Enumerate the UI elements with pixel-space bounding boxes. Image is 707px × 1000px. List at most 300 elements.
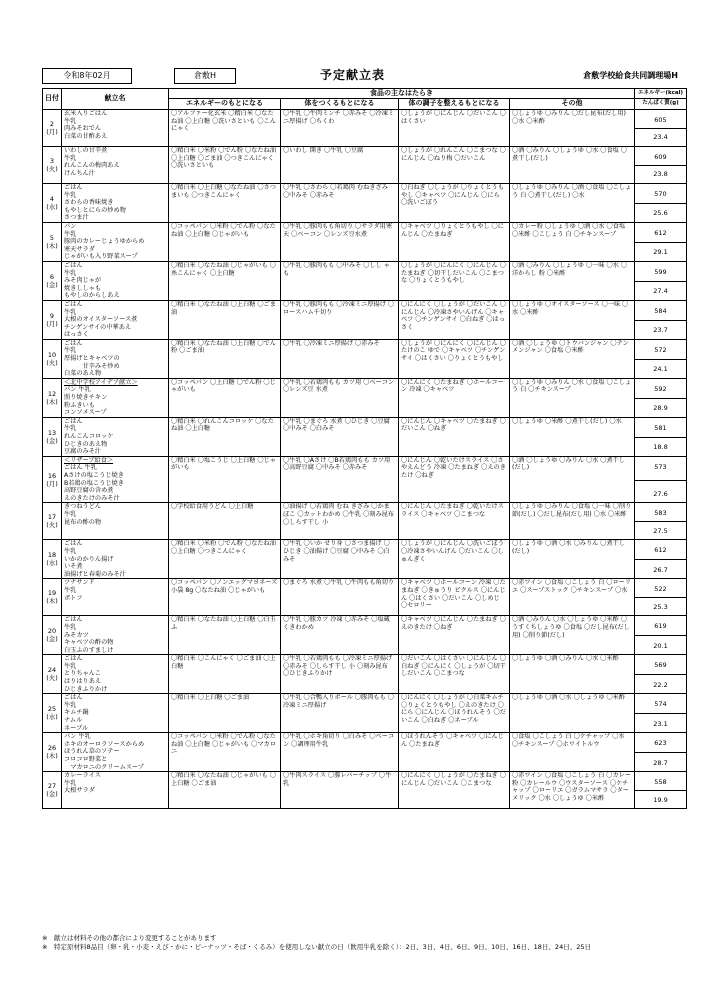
- menu-line: 牛乳: [64, 701, 77, 709]
- body-foods: 〇牛乳 〇豚肉もも 〇冷凍ミニ厚揚げ 〇ロースハム千切り: [281, 300, 399, 339]
- other-foods: 〇酒 〇みりん 〇しょうゆ 〇一味 〇水 〇洋からし 粉 〇米酢: [510, 261, 635, 300]
- other-foods: 〇しょうゆ 〇米酢 〇煮干し(だし) 〇水: [510, 417, 635, 456]
- body-foods: 〇牛乳 〇若鶏肉もも カツ用 〇ベーコン 〇レンズ豆 水煮: [281, 378, 399, 417]
- energy-foods: 〇精白米 〇なたね油 〇じゃがいも 〇糸こんにゃく 〇上白糖: [169, 261, 281, 300]
- day-number: 16: [47, 471, 57, 480]
- nutrition-cell: [635, 772, 687, 809]
- menu-line: けんちん汁: [64, 169, 95, 177]
- menu-line: キャベツの酢の物: [64, 639, 114, 647]
- menu-line: チンゲンサイの中華あえ: [64, 323, 132, 331]
- energy-value: 573: [654, 462, 667, 471]
- menu-line: コンソメスープ: [64, 409, 107, 417]
- menu-line: ごはん: [64, 300, 83, 308]
- energy-foods: 〇精白米 〇なたね油 〇上白糖 〇白玉ふ: [169, 616, 281, 655]
- table-row: [43, 222, 687, 261]
- nutrition-cell: [635, 503, 687, 540]
- day-number: 24: [47, 666, 57, 675]
- menu-line: ひじきのあえ物: [64, 440, 108, 448]
- menu-cell: [62, 147, 169, 184]
- energy-value: 619: [654, 622, 667, 631]
- day-cell: [43, 110, 62, 147]
- day-number: 27: [47, 782, 57, 791]
- energy-unit-header: エネルギー(kcal): [635, 89, 687, 99]
- menu-line: 牛乳: [64, 662, 77, 670]
- condition-foods: 〇にんにく 〇たまねぎ 〇ホールコーン 冷凍 〇キャベツ: [399, 378, 510, 417]
- menu-line: ネーブル: [64, 724, 89, 732]
- table-row: [43, 184, 687, 223]
- protein-value: 27.6: [653, 489, 668, 498]
- menu-cell: [62, 110, 169, 147]
- day-number: 18: [47, 551, 57, 560]
- note-allergen: ※ 特定原材料8品目（卵・乳・小麦・えび・かに・ピーナッツ・そば・くるみ）を使用しない献立の日（飲用牛乳を除く）：2日、3日、4日、6日、9日、10日、16日、18日、24日、25日: [42, 943, 591, 951]
- weekday: (水): [46, 713, 58, 722]
- menu-line: 大根サラダ: [64, 787, 95, 795]
- weekday: (月): [46, 479, 58, 488]
- weekday: (火): [46, 521, 58, 530]
- protein-value: 28.9: [653, 404, 668, 413]
- body-foods: 〇牛乳 〇Aさけ 〇B若鶏肉もも カツ用 〇高野豆腐 〇中みそ 〇赤みそ: [281, 456, 399, 503]
- menu-line: 牛乳: [64, 117, 77, 125]
- nutrition-cell: [635, 456, 687, 503]
- table-row: [43, 147, 687, 184]
- menu-line: れんこんコロッケ: [64, 433, 114, 440]
- energy-value: 609: [654, 153, 667, 161]
- menu-line: 牛乳: [64, 510, 77, 518]
- menu-cell: [62, 184, 169, 223]
- other-foods: 〇しょうゆ 〇オイスターソース 〇一味 〇水 〇米酢: [510, 300, 635, 339]
- menu-line: ごはん: [64, 694, 83, 702]
- body-foods: 〇いわし 開き 〇牛乳 〇豆腐: [281, 147, 399, 184]
- table-row: [43, 733, 687, 772]
- day-number: 25: [47, 705, 57, 714]
- day-number: 19: [47, 589, 57, 598]
- day-number: 17: [47, 513, 57, 522]
- other-foods: 〇酒 〇みりん 〇水 〇しょうゆ 〇米酢 〇うすくちしょうゆ 〇食塩 〇だし昆布(だし用) 〇削り節(だし): [510, 616, 635, 655]
- weekday: (月): [46, 319, 58, 328]
- menu-line: キムチ鍋: [64, 709, 89, 717]
- other-foods: 〇しょうゆ 〇酒 〇みりん 〇水 〇米酢: [510, 655, 635, 694]
- menu-line: みそカツ: [64, 631, 89, 639]
- table-row: [43, 655, 687, 694]
- day-cell: [43, 378, 62, 417]
- menu-line: 大根のオイスターソース煮: [64, 316, 138, 324]
- table-row: [43, 616, 687, 655]
- note-change: ※ 献立は材料その他の都合により変更することがあります: [42, 934, 217, 942]
- energy-food-header: エネルギーのもとになる: [169, 99, 281, 110]
- condition-foods: 〇にんじん 〇たまねぎ 〇乾いたけスライス 〇キャベツ 〇こまつな: [399, 503, 510, 540]
- table-row: [43, 694, 687, 733]
- other-header: その他: [510, 99, 635, 110]
- energy-value: 612: [654, 228, 667, 237]
- menu-cell: [62, 655, 169, 694]
- menu-line: 牛乳: [64, 586, 77, 594]
- protein-value: 22.2: [653, 680, 668, 689]
- day-cell: [43, 503, 62, 540]
- other-foods: 〇赤ワイン 〇食塩 〇こしょう 白 〇ローリエ 〇スープストック 〇チキンスープ 〇水: [510, 579, 635, 616]
- energy-value: 599: [654, 267, 667, 276]
- protein-value: 18.8: [653, 443, 668, 452]
- energy-value: 522: [654, 585, 667, 594]
- other-foods: 〇しょうゆ 〇みりん 〇だし昆布(だし用) 〇水 〇米酢: [510, 110, 635, 147]
- menu-line: ごはん: [64, 655, 83, 663]
- day-cell: [43, 579, 62, 616]
- menu-line: いわしの甘辛煮: [64, 147, 108, 154]
- menu-cell: [62, 300, 169, 339]
- menu-line: 玄米入りごはん: [64, 110, 108, 117]
- condition-foods: 〇だいこん 〇はくさい 〇にんじん 〇白ねぎ 〇にんにく 〇しょうが 〇切干しだいこん 〇こまつな: [399, 655, 510, 694]
- nutrition-cell: [635, 694, 687, 733]
- condition-foods: 〇ほうれんそう 〇キャベツ 〇にんじん 〇たまねぎ: [399, 733, 510, 772]
- menu-line: 焼きししゃも: [64, 284, 102, 292]
- menu-line: 牛乳: [64, 623, 77, 631]
- energy-value: 605: [654, 116, 667, 124]
- energy-foods: 〇アルファー化玄米 〇精白米 〇なたね油 〇上白糖 〇洗いさといも 〇こんにゃく: [169, 110, 281, 147]
- energy-foods: 〇学校給食用うどん 〇上白糖: [169, 503, 281, 540]
- menu-line: 照り焼きチキン: [64, 394, 108, 402]
- nutrition-cell: [635, 222, 687, 261]
- condition-foods: 〇キャベツ 〇りょくとうもやし 〇にんじん 〇たまねぎ: [399, 222, 510, 261]
- menu-line: さつま汁: [64, 214, 89, 222]
- energy-value: 574: [654, 700, 667, 709]
- menu-line: 肉みそおでん: [64, 125, 102, 133]
- condition-foods: 〇にんにく 〇しょうが 〇たまねぎ 〇にんじん 〇だいこん 〇こまつな: [399, 772, 510, 809]
- menu-line: とりちゃんこ: [64, 670, 102, 678]
- menu-line: ほうれん草のソテー: [64, 748, 120, 756]
- other-foods: 〇赤ワイン 〇食塩 〇こしょう 白 〇カレー粉 〇カレールウ 〇ウスターソース 〇ケチャップ 〇ローリエ 〇ガラムマサラ 〇ターメリック 〇水 〇しょうゆ 〇米酢: [510, 772, 635, 809]
- body-foods: 〇牛乳 〇いか せり身 〇さつま揚げ 〇ひじき 〇油揚げ 〇豆腐 〇中みそ 〇白みそ: [281, 540, 399, 579]
- menu-line: もやしのからしあえ: [64, 292, 120, 300]
- weekday: (火): [46, 358, 58, 367]
- day-number: 2: [49, 120, 55, 128]
- menu-cell: [62, 456, 169, 503]
- menu-line: はりはりあえ: [64, 678, 102, 686]
- energy-foods: 〇精白米 〇こんにゃく 〇ごま油 〇上白糖: [169, 655, 281, 694]
- protein-value: 23.7: [653, 326, 668, 335]
- weekday: (金): [46, 790, 58, 799]
- protein-value: 20.1: [653, 641, 668, 650]
- menu-cell: [62, 339, 169, 378]
- nutrition-cell: [635, 417, 687, 456]
- menu-line: 豚肉のカレーじょうゆからめ: [64, 238, 145, 246]
- weekday: (木): [46, 752, 58, 761]
- menu-line: パン 牛乳: [64, 386, 91, 394]
- menu-line: ごはん: [64, 540, 83, 548]
- condition-foods: 〇しょうが 〇にんにく 〇にんじん 〇たまねぎ 〇切干しだいこん 〇こまつな 〇りょくとうもやし: [399, 261, 510, 300]
- day-cell: [43, 456, 62, 503]
- energy-value: 569: [654, 661, 667, 670]
- protein-value: 27.4: [653, 287, 668, 296]
- body-foods: 〇牛乳 〇牛肉ミンチ 〇赤みそ 〇冷凍ミニ厚揚げ 〇ちくわ: [281, 110, 399, 147]
- body-foods: 〇まぐろ 水煮 〇牛乳 〇牛肉もも角切り: [281, 579, 399, 616]
- menu-line: じゃがいも入り野菜スープ: [64, 253, 138, 261]
- nutrition-cell: [635, 655, 687, 694]
- menu-line: ごはん: [64, 261, 83, 269]
- menu-line: 白菜のあえ物: [64, 370, 102, 378]
- energy-value: 570: [654, 190, 667, 198]
- menu-cell: [62, 579, 169, 616]
- weekday: (金): [46, 280, 58, 289]
- energy-value: 572: [654, 345, 667, 354]
- energy-value: 584: [654, 306, 667, 315]
- menu-line: コロコロ野菜と: [64, 756, 108, 763]
- page-title: 予定献立表: [320, 68, 386, 82]
- day-cell: [43, 616, 62, 655]
- weekday: (水): [46, 559, 58, 568]
- energy-value: 623: [654, 739, 667, 748]
- nutrition-cell: [635, 184, 687, 223]
- body-foods: 〇牛乳 〇豚カツ 冷凍 〇赤みそ 〇塩蔵くきわかめ: [281, 616, 399, 655]
- menu-line: ごはん: [64, 417, 83, 425]
- group-header: 食品の主なはたらき: [169, 89, 635, 99]
- condition-foods: 〇にんじん 〇乾いたけスライス 〇さやえんどう 冷凍 〇たまねぎ 〇えのきたけ 〇ねぎ: [399, 456, 510, 503]
- weekday: (木): [46, 397, 58, 406]
- weekday: (木): [46, 597, 58, 606]
- energy-foods: 〇精白米 〇塩こうじ 〇上白糖 〇じゃがいも: [169, 456, 281, 503]
- energy-foods: 〇精白米 〇上白糖 〇ごま油: [169, 694, 281, 733]
- body-foods: 〇牛乳 〇豚肉もも角切り 〇サラダ用寒天 〇ベーコン 〇レンズ豆水煮: [281, 222, 399, 261]
- day-number: 6: [49, 272, 55, 281]
- menu-line: カレーライス: [64, 772, 101, 780]
- energy-value: 583: [654, 509, 667, 518]
- menu-line: 牛乳: [64, 154, 77, 162]
- other-foods: 〇しょうゆ 〇みりん 〇食塩 〇一味 〇削り節(だし) 〇だし昆布(だし用) 〇水 〇米酢: [510, 503, 635, 540]
- nutrition-cell: [635, 147, 687, 184]
- condition-foods: 〇しょうが 〇にんにく 〇にんじん 〇たけのこ ゆで 〇キャベツ 〇チンゲンサイ 〇はくさい 〇りょくとうもやし: [399, 339, 510, 378]
- body-foods: 〇牛乳 〇豚肉もも 〇中みそ 〇しし ゃも: [281, 261, 399, 300]
- menu-line: 甘辛みそ炒め: [64, 362, 120, 370]
- condition-foods: 〇しょうが 〇にんじん 〇洗いごぼう 〇冷凍さやいんげん 〇だいこん 〇しゅんぎく: [399, 540, 510, 579]
- energy-foods: 〇コッペパン 〇米粉 〇でん粉 〇なたね油 〇上白糖 〇じゃがいも 〇マカロニ: [169, 733, 281, 772]
- condition-foods: 〇にんじん 〇キャベツ 〇たまねぎ 〇だいこん 〇ねぎ: [399, 417, 510, 456]
- day-cell: [43, 772, 62, 809]
- menu-line: 豆腐のみそ汁: [64, 448, 102, 456]
- menu-line: えのきたけのみそ汁: [64, 494, 120, 502]
- date-box: 令和8年02月: [42, 68, 132, 84]
- body-foods: 〇牛乳 〇ホキ角切り 〇白みそ 〇ベーコン 〇調理用牛乳: [281, 733, 399, 772]
- day-number: 4: [49, 194, 55, 203]
- nutrition-cell: [635, 378, 687, 417]
- day-number: 12: [47, 389, 57, 398]
- body-foods: 〇牛肉スライス 〇豚レバーチップ 〇牛乳: [281, 772, 399, 809]
- day-number: 5: [49, 233, 55, 242]
- other-foods: 〇しょうゆ 〇みりん 〇水 〇食塩 〇こしょう 白 〇チキンスープ: [510, 378, 635, 417]
- menu-line: はっさく: [64, 331, 89, 339]
- day-cell: [43, 694, 62, 733]
- table-row: [43, 417, 687, 456]
- table-row: [43, 378, 687, 417]
- energy-value: 558: [654, 778, 667, 787]
- day-number: 13: [47, 428, 57, 437]
- body-foods: 〇牛乳 〇若鶏肉もも 〇冷凍ミニ厚揚げ 〇赤みそ 〇しらす干し 小 〇刻み昆布 〇ひじきふりかけ: [281, 655, 399, 694]
- day-cell: [43, 339, 62, 378]
- other-foods: 〇カレー粉 〇しょうゆ 〇酒 〇水 〇食塩 〇米酢 〇こしょう 白 〇チキンスープ: [510, 222, 635, 261]
- menu-cell: [62, 222, 169, 261]
- energy-foods: 〇精白米 〇上白糖 〇なたね油 〇さつまいも 〇つきこんにゃく: [169, 184, 281, 223]
- menu-cell: [62, 378, 169, 417]
- nutrition-cell: [635, 110, 687, 147]
- menu-line: 粉ふきいも: [64, 401, 95, 409]
- menu-line: 昆布の酢の物: [64, 518, 102, 526]
- other-foods: 〇しょうゆ 〇みりん 〇酒 〇食塩 〇こしょう 白 〇煮干し(だし) 〇水: [510, 184, 635, 223]
- menu-cell: [62, 694, 169, 733]
- menu-line: パン 牛乳: [64, 733, 91, 741]
- menu-line: ごはん 牛乳: [64, 464, 97, 472]
- day-number: 3: [49, 157, 55, 165]
- menu-line: もやしとにらの炒め物: [64, 206, 126, 214]
- nutrition-cell: [635, 733, 687, 772]
- center-name: 倉敷学校給食共同調理場H: [583, 71, 678, 80]
- menu-line: いかのかりん揚げ: [64, 555, 114, 563]
- menu-cell: [62, 772, 169, 809]
- energy-foods: 〇精白米 〇米粉 〇でん粉 〇なたね油 〇上白糖 〇ごま油 〇つきこんにゃく 〇洗いさといも: [169, 147, 281, 184]
- energy-foods: 〇コッペパン 〇ノンエッグマヨネーズ小袋 8g 〇なたね油 〇じゃがいも: [169, 579, 281, 616]
- day-cell: [43, 417, 62, 456]
- table-row: [43, 579, 687, 616]
- menu-line: Aさけの塩こうじ焼き: [64, 471, 124, 479]
- energy-foods: 〇コッペパン 〇米粉 〇でん粉 〇なたね油 〇上白糖 〇じゃがいも: [169, 222, 281, 261]
- table-row: [43, 339, 687, 378]
- menu-cell: [62, 540, 169, 579]
- energy-value: 592: [654, 384, 667, 393]
- menu-line: 油揚げと春菊のみそ汁: [64, 570, 126, 578]
- day-cell: [43, 540, 62, 579]
- protein-value: 19.9: [653, 795, 668, 804]
- day-cell: [43, 184, 62, 223]
- category-box: 倉敷H: [174, 68, 236, 84]
- body-foods: 〇牛乳 〇さわら 〇若鶏肉 むねきざみ 〇中みそ 〇赤みそ: [281, 184, 399, 223]
- weekday: (木): [46, 241, 58, 250]
- day-cell: [43, 300, 62, 339]
- menu-line: 白菜の甘酢あえ: [64, 132, 108, 140]
- nutrition-cell: [635, 540, 687, 579]
- menu-cell: [62, 261, 169, 300]
- menu-line: ごはん: [64, 616, 83, 624]
- menu-line: れんこんの梅肉あえ: [64, 162, 120, 170]
- day-cell: [43, 733, 62, 772]
- day-cell: [43, 655, 62, 694]
- energy-foods: 〇精白米 〇なたね油 〇上白糖 〇ごま油: [169, 300, 281, 339]
- menu-line: マカロニのクリームスープ: [64, 763, 144, 771]
- menu-table: [42, 88, 687, 809]
- protein-unit-header: たんぱく質(g): [635, 99, 687, 110]
- day-number: 10: [47, 350, 57, 359]
- date-header: 日付: [43, 89, 62, 110]
- table-row: [43, 503, 687, 540]
- energy-value: 612: [654, 546, 667, 555]
- page-header: [42, 68, 686, 84]
- menu-line: 牛乳: [64, 779, 77, 787]
- other-foods: 〇酒 〇しょうゆ 〇みりん 〇水 〇煮干し(だし): [510, 456, 635, 503]
- menu-line: 牛乳: [64, 191, 77, 199]
- condition-foods: 〇キャベツ 〇ホールコーン 冷凍 〇たまねぎ 〇きゅうり ピクルス 〇にんじん 〇はくさい 〇だいこん 〇しめじ 〇セロリー: [399, 579, 510, 616]
- menu-line: 寒天サラダ: [64, 245, 95, 253]
- body-foods: 〇牛乳 〇まぐろ 水煮 〇ひじき 〇豆腐 〇中みそ 〇白みそ: [281, 417, 399, 456]
- menu-cell: [62, 417, 169, 456]
- nutrition-cell: [635, 339, 687, 378]
- menu-line: 牛乳: [64, 547, 77, 555]
- other-foods: 〇酒 〇しょうゆ 〇トウバンジャン 〇テンメンジャン 〇食塩 〇米酢: [510, 339, 635, 378]
- menu-line: きつねうどん: [64, 503, 102, 511]
- table-row: [43, 110, 687, 147]
- menu-line: 牛乳: [64, 230, 77, 238]
- protein-value: 23.8: [653, 170, 668, 179]
- nutrition-cell: [635, 579, 687, 616]
- energy-foods: 〇コッペパン 〇上白糖 〇でん粉 〇じゃがいも: [169, 378, 281, 417]
- menu-line: ごはん: [64, 184, 83, 191]
- body-foods: 〇牛乳 〇冷凍ミニ厚揚げ 〇赤みそ: [281, 339, 399, 378]
- menu-line: ＜北中学校アイデア献立＞: [64, 378, 138, 386]
- weekday: (金): [46, 436, 58, 445]
- table-row: [43, 772, 687, 809]
- menu-line: ナムル: [64, 717, 83, 725]
- menu-line: 白玉ふのすましけ: [64, 646, 114, 654]
- condition-food-header: 体の調子を整えるもとになる: [399, 99, 510, 110]
- condition-foods: 〇キャベツ 〇にんじん 〇たまねぎ 〇えのきたけ 〇ねぎ: [399, 616, 510, 655]
- menu-line: ポトフ: [64, 594, 83, 602]
- menu-line: 牛乳: [64, 347, 77, 355]
- weekday: (水): [46, 202, 58, 211]
- weekday: (月): [46, 128, 58, 136]
- energy-foods: 〇精白米 〇れんこんコロッケ 〇なたね油 〇上白糖: [169, 417, 281, 456]
- energy-foods: 〇精白米 〇米粉 〇でん粉 〇なたね油 〇上白糖 〇つきこんにゃく: [169, 540, 281, 579]
- menu-line: ひじきふりかけ: [64, 685, 108, 693]
- weekday: (火): [46, 674, 58, 683]
- day-number: 20: [47, 627, 57, 636]
- other-foods: 〇しょうゆ 〇酒 〇水 〇みりん 〇煮干し(だし): [510, 540, 635, 579]
- menu-line: みそ肉じゃが: [64, 277, 102, 285]
- protein-value: 23.4: [653, 133, 668, 142]
- energy-foods: 〇精白米 〇なたね油 〇上白糖 〇でん粉 〇ごま油: [169, 339, 281, 378]
- notes: [42, 934, 682, 952]
- condition-foods: 〇白ねぎ 〇しょうが 〇りょくとうもやし 〇キャベツ 〇にんじん 〇にら 〇洗いごぼう: [399, 184, 510, 223]
- other-foods: 〇酒 〇みりん 〇しょうゆ 〇水 〇食塩 〇煮干し(だし): [510, 147, 635, 184]
- nutrition-cell: [635, 616, 687, 655]
- day-number: 26: [47, 744, 57, 753]
- protein-value: 25.3: [653, 602, 668, 611]
- protein-value: 26.7: [653, 565, 668, 574]
- body-food-header: 体をつくるもとになる: [281, 99, 399, 110]
- condition-foods: 〇にんにく 〇しょうが 〇白菜キムチ 〇りょくとうもやし 〇えのきたけ 〇にら 〇にんじん 〇ほうれんそう 〇だいこん 〇白ねぎ 〇ネーブル: [399, 694, 510, 733]
- other-foods: 〇食塩 〇こしょう 白 〇ケチャップ 〇水 〇チキンスープ 〇ホワイトルウ: [510, 733, 635, 772]
- condition-foods: 〇しょうが 〇にんじん 〇だいこん 〇はくさい: [399, 110, 510, 147]
- nutrition-cell: [635, 261, 687, 300]
- table-row: [43, 261, 687, 300]
- day-cell: [43, 147, 62, 184]
- weekday: (金): [46, 635, 58, 644]
- other-foods: 〇しょうゆ 〇酒 〇水 〇しょうゆ 〇米酢: [510, 694, 635, 733]
- energy-value: 581: [654, 423, 667, 432]
- menu-line: ホキのオーロラソースからめ: [64, 740, 145, 748]
- menu-line: 厚揚げとキャベツの: [64, 355, 120, 363]
- menu-line: B若鶏の塩こうじ焼き: [64, 479, 124, 487]
- menu-cell: [62, 503, 169, 540]
- nutrition-cell: [635, 300, 687, 339]
- day-cell: [43, 261, 62, 300]
- menu-line: いそ煮: [64, 563, 83, 571]
- menu-line: 牛乳: [64, 425, 77, 433]
- day-cell: [43, 222, 62, 261]
- menu-line: ＜リザーブ給食＞: [64, 456, 114, 464]
- menu-line: 牛乳: [64, 308, 77, 316]
- condition-foods: 〇にんにく 〇しょうが 〇だいこん 〇にんじん 〇冷凍さやいんげん 〇キャベツ 〇チンゲンサイ 〇白ねぎ 〇はっさく: [399, 300, 510, 339]
- protein-value: 23.1: [653, 719, 668, 728]
- protein-value: 29.1: [653, 248, 668, 257]
- table-row: [43, 456, 687, 503]
- menu-line: ごはん: [64, 339, 83, 347]
- energy-foods: 〇精白米 〇なたね油 〇じゃがいも 〇上白糖 〇ごま油: [169, 772, 281, 809]
- menu-line: ツナサンド: [64, 579, 95, 587]
- menu-line: 高野豆腐の含め煮: [64, 487, 114, 495]
